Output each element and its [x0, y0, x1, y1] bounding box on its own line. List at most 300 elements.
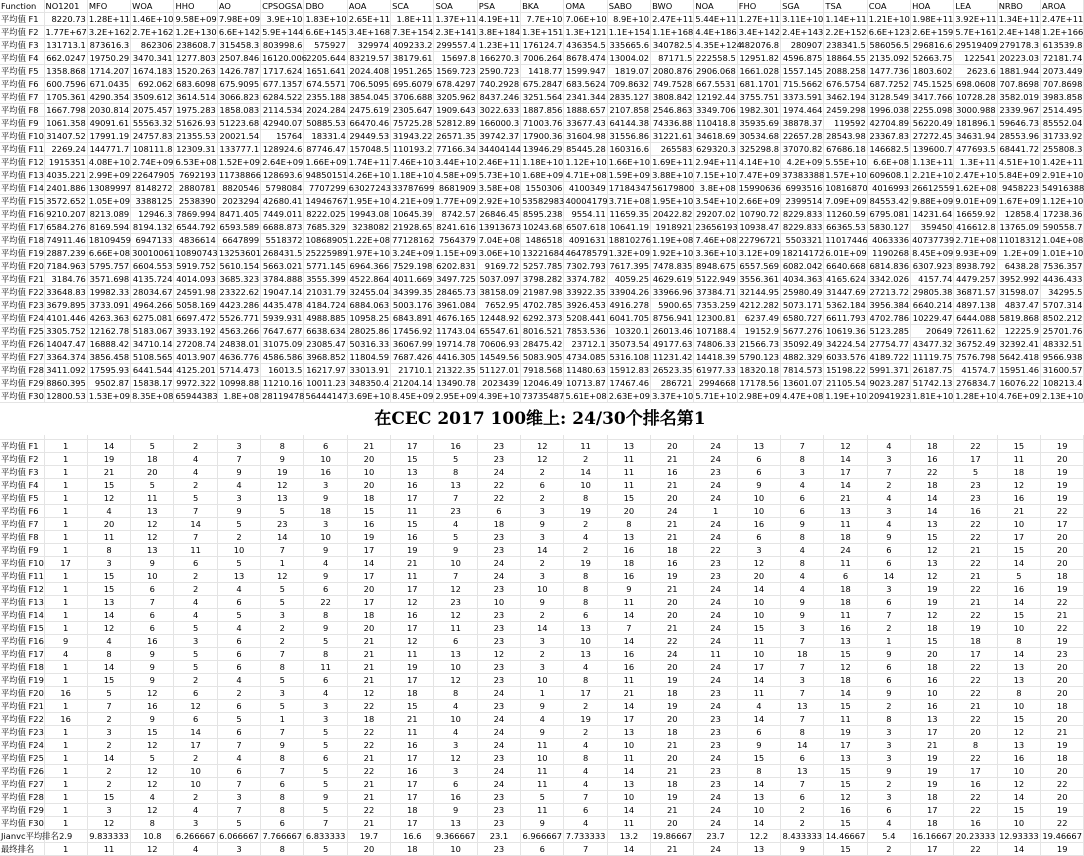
rank-cell[interactable]: 20 — [1041, 791, 1084, 804]
rank-cell[interactable]: 17 — [347, 544, 390, 557]
rank-cell[interactable]: 22 — [1041, 505, 1084, 518]
value-cell[interactable]: 1717.624 — [261, 65, 304, 78]
rank-cell[interactable]: 3 — [521, 635, 564, 648]
rank-cell[interactable]: 22 — [954, 843, 997, 856]
value-cell[interactable]: 6.01E+09 — [825, 248, 867, 258]
rank-cell[interactable]: 22 — [954, 518, 997, 531]
rank-cell[interactable]: 24 — [694, 518, 737, 531]
rank-cell[interactable]: 16 — [44, 687, 87, 700]
value-cell[interactable]: 18320.18 — [737, 364, 780, 377]
value-cell[interactable]: 19943.08 — [347, 208, 390, 221]
value-cell[interactable]: 7652.95 — [477, 299, 520, 312]
value-cell[interactable]: 1918921 — [651, 221, 694, 234]
rank-cell[interactable]: 14 — [737, 713, 780, 726]
rank-cell[interactable]: 7 — [217, 739, 260, 752]
value-cell[interactable]: 23367.83 — [867, 130, 910, 143]
value-cell[interactable]: 4596.875 — [781, 52, 824, 65]
value-cell[interactable]: 6647899 — [217, 234, 260, 247]
row-label[interactable]: 平均值 F28 — [1, 792, 44, 802]
value-cell[interactable]: 3205.962 — [434, 91, 477, 104]
value-cell[interactable]: 3679.895 — [44, 299, 87, 312]
rank-cell[interactable]: 23 — [477, 440, 520, 453]
value-cell[interactable]: 5795.757 — [87, 260, 130, 273]
value-cell[interactable]: 7.06E+10 — [565, 14, 607, 24]
value-cell[interactable]: 20223.03 — [997, 52, 1040, 65]
rank-cell[interactable]: 14 — [737, 817, 780, 830]
value-cell[interactable]: 6.6E+145 — [305, 27, 347, 37]
value-cell[interactable]: 1.62E+08 — [955, 183, 997, 193]
rank-cell[interactable]: 8 — [87, 544, 130, 557]
rank-cell[interactable]: 4 — [217, 752, 260, 765]
value-cell[interactable]: 2.4E+143 — [782, 27, 824, 37]
value-cell[interactable]: 2075.457 — [131, 104, 174, 117]
rank-cell[interactable]: 4 — [44, 648, 87, 661]
rank-cell[interactable]: 16 — [391, 765, 434, 778]
rank-cell[interactable]: 20 — [911, 648, 954, 661]
rank-cell[interactable]: 18 — [347, 492, 390, 505]
rank-cell[interactable]: 8 — [564, 596, 607, 609]
header-algorithm[interactable]: SGA — [781, 0, 824, 13]
rank-cell[interactable]: 6.066667 — [219, 831, 259, 841]
rank-cell[interactable]: 10 — [521, 752, 564, 765]
value-cell[interactable]: 1.13E+11 — [912, 157, 954, 167]
value-cell[interactable]: 1.12E+10 — [1042, 196, 1084, 206]
rank-cell[interactable]: 11 — [824, 609, 867, 622]
rank-cell[interactable]: 13 — [911, 713, 954, 726]
value-cell[interactable]: 26013.46 — [651, 325, 694, 338]
rank-cell[interactable]: 12 — [261, 570, 304, 583]
value-cell[interactable]: 5677.276 — [781, 325, 824, 338]
value-cell[interactable]: 7.7E+10 — [521, 13, 564, 26]
rank-cell[interactable]: 22 — [347, 726, 390, 739]
value-cell[interactable]: 21204.14 — [391, 377, 434, 390]
rank-cell[interactable]: 15 — [391, 453, 434, 466]
rank-cell[interactable]: 9.366667 — [435, 831, 476, 841]
value-cell[interactable]: 11231.42 — [651, 351, 694, 364]
value-cell[interactable]: 8229.833 — [781, 221, 824, 234]
value-cell[interactable]: 5.9E+144 — [262, 27, 304, 37]
rank-cell[interactable]: 2 — [867, 700, 910, 713]
value-cell[interactable]: 7.3E+154 — [392, 27, 434, 37]
value-cell[interactable]: 3374.782 — [564, 273, 607, 286]
value-cell[interactable]: 49091.61 — [87, 117, 130, 130]
rank-cell[interactable]: 4 — [174, 596, 217, 609]
row-label[interactable]: 平均值 F4 — [0, 479, 44, 492]
value-cell[interactable]: 8.9E+10 — [607, 13, 650, 26]
value-cell[interactable]: 4.76E+09 — [998, 391, 1040, 401]
value-cell[interactable]: 6640.214 — [911, 299, 954, 312]
value-cell[interactable]: 22657.28 — [781, 130, 824, 143]
row-label[interactable]: 平均值 F11 — [1, 144, 44, 154]
rank-cell[interactable]: 9 — [521, 700, 564, 713]
rank-cell[interactable]: 18 — [391, 843, 434, 856]
rank-cell[interactable]: 23 — [477, 622, 520, 635]
rank-cell[interactable]: 13 — [824, 635, 867, 648]
rank-cell[interactable]: 3 — [261, 609, 304, 622]
row-label[interactable]: 平均值 F16 — [1, 636, 44, 646]
header-algorithm[interactable]: NRBO — [997, 0, 1040, 13]
rank-cell[interactable]: 14 — [997, 791, 1040, 804]
rank-cell[interactable]: 5 — [261, 700, 304, 713]
value-cell[interactable]: 4157.74 — [911, 273, 954, 286]
value-cell[interactable]: 8756.941 — [651, 312, 694, 325]
rank-cell[interactable]: 22 — [477, 479, 520, 492]
row-label[interactable]: 平均值 F9 — [0, 117, 44, 130]
rank-cell[interactable]: 10 — [521, 583, 564, 596]
value-cell[interactable]: 4.58E+09 — [435, 170, 477, 180]
value-cell[interactable]: 7707299 — [304, 182, 347, 195]
value-cell[interactable]: 2.98E+09 — [738, 391, 780, 401]
rank-cell[interactable]: 4 — [87, 635, 130, 648]
rank-cell[interactable]: 6 — [131, 583, 174, 596]
value-cell[interactable]: 6.66E+08 — [88, 248, 131, 258]
value-cell[interactable]: 1.12E+10 — [565, 157, 607, 167]
value-cell[interactable]: 2.47E+10 — [955, 170, 997, 180]
value-cell[interactable]: 740.2928 — [477, 78, 520, 91]
value-cell[interactable]: 7449.011 — [261, 208, 304, 221]
value-cell[interactable]: 7302.793 — [564, 260, 607, 273]
rank-cell[interactable]: 8 — [304, 648, 347, 661]
rank-cell[interactable]: 11 — [131, 492, 174, 505]
value-cell[interactable]: 12448.92 — [477, 312, 520, 325]
value-cell[interactable]: 3000.988 — [954, 104, 997, 117]
value-cell[interactable]: 12300.81 — [694, 312, 737, 325]
header-algorithm[interactable]: FHO — [737, 0, 780, 13]
row-label[interactable]: 平均值 F18 — [1, 235, 44, 245]
rank-cell[interactable]: 17 — [391, 674, 434, 687]
value-cell[interactable]: 17178.56 — [737, 377, 780, 390]
value-cell[interactable]: 1819.07 — [607, 65, 650, 78]
row-label[interactable]: 平均值 F26 — [1, 766, 44, 776]
value-cell[interactable]: 17238.36 — [1041, 208, 1084, 221]
value-cell[interactable]: 74336.88 — [651, 117, 694, 130]
value-cell[interactable]: 38158.09 — [477, 286, 520, 299]
rank-cell[interactable]: 24 — [694, 635, 737, 648]
value-cell[interactable]: 30534.68 — [737, 130, 780, 143]
rank-cell[interactable]: 8 — [781, 557, 824, 570]
rank-cell[interactable]: 2 — [867, 622, 910, 635]
rank-cell[interactable]: 14 — [607, 635, 650, 648]
rank-cell[interactable]: 1 — [867, 635, 910, 648]
rank-cell[interactable]: 6 — [781, 492, 824, 505]
rank-cell[interactable]: 6 — [217, 648, 260, 661]
rank-cell[interactable]: 12 — [131, 518, 174, 531]
rank-cell[interactable]: 13.2 — [607, 830, 650, 843]
value-cell[interactable]: 23085.47 — [304, 338, 347, 351]
rank-cell[interactable]: 17 — [391, 622, 434, 635]
rank-cell[interactable]: 4 — [217, 479, 260, 492]
rank-cell[interactable]: 1 — [261, 713, 304, 726]
value-cell[interactable]: 68441.72 — [997, 143, 1040, 156]
value-cell[interactable]: 34710.14 — [131, 338, 174, 351]
value-cell[interactable]: 2205.644 — [304, 52, 347, 65]
value-cell[interactable]: 94850151 — [305, 170, 348, 180]
rank-cell[interactable]: 18 — [911, 661, 954, 674]
rank-cell[interactable]: 12.2 — [737, 830, 780, 843]
value-cell[interactable]: 67686.18 — [824, 143, 867, 156]
rank-cell[interactable]: 16 — [651, 557, 694, 570]
value-cell[interactable]: 24757.83 — [131, 130, 174, 143]
rank-cell[interactable]: 24 — [694, 674, 737, 687]
rank-cell[interactable]: 3 — [304, 700, 347, 713]
rank-cell[interactable]: 12 — [824, 791, 867, 804]
rank-cell[interactable]: 10.8 — [131, 830, 174, 843]
rank-cell[interactable]: 5 — [174, 648, 217, 661]
rank-cell[interactable]: 8 — [564, 674, 607, 687]
rank-cell[interactable]: 17 — [824, 739, 867, 752]
value-cell[interactable]: 4184.724 — [304, 299, 347, 312]
value-cell[interactable]: 133777.1 — [217, 143, 260, 156]
value-cell[interactable]: 873616.3 — [87, 39, 130, 52]
value-cell[interactable]: 1888.657 — [564, 104, 607, 117]
rank-cell[interactable]: 22 — [954, 687, 997, 700]
rank-cell[interactable]: 14 — [521, 544, 564, 557]
rank-cell[interactable]: 4 — [131, 791, 174, 804]
rank-cell[interactable]: 12 — [911, 570, 954, 583]
value-cell[interactable]: 40737739 — [912, 235, 955, 245]
rank-cell[interactable]: 24 — [694, 622, 737, 635]
rank-cell[interactable]: 24 — [477, 570, 520, 583]
value-cell[interactable]: 4563.266 — [217, 325, 260, 338]
rank-cell[interactable]: 17 — [174, 739, 217, 752]
rank-cell[interactable]: 16 — [824, 804, 867, 817]
rank-cell[interactable]: 21 — [954, 570, 997, 583]
value-cell[interactable]: 21105.54 — [824, 377, 867, 390]
value-cell[interactable]: 4125.201 — [174, 364, 217, 377]
rank-cell[interactable]: 12 — [997, 479, 1040, 492]
value-cell[interactable]: 2.13E+10 — [1042, 391, 1084, 401]
value-cell[interactable]: 2107.858 — [607, 104, 650, 117]
row-label[interactable]: 平均值 F27 — [1, 779, 44, 789]
value-cell[interactable]: 35935.69 — [737, 117, 780, 130]
value-cell[interactable]: 11260.59 — [824, 208, 867, 221]
value-cell[interactable]: 6544.792 — [174, 221, 217, 234]
value-cell[interactable]: 85445.28 — [564, 143, 607, 156]
rank-cell[interactable]: 16.6 — [391, 830, 434, 843]
value-cell[interactable]: 42940.07 — [261, 117, 304, 130]
rank-cell[interactable]: 1 — [44, 765, 87, 778]
rank-cell[interactable]: 4 — [174, 804, 217, 817]
rank-cell[interactable]: 1 — [44, 609, 87, 622]
rank-cell[interactable]: 18 — [824, 596, 867, 609]
rank-cell[interactable]: 9 — [521, 817, 564, 830]
value-cell[interactable]: 1.67E+09 — [998, 196, 1040, 206]
rank-cell[interactable]: 5 — [954, 466, 997, 479]
rank-cell[interactable]: 3 — [217, 791, 260, 804]
rank-cell[interactable]: 16 — [911, 700, 954, 713]
rank-cell[interactable]: 18 — [131, 453, 174, 466]
rank-cell[interactable]: 22 — [347, 804, 390, 817]
value-cell[interactable]: 6.53E+08 — [175, 157, 217, 167]
rank-cell[interactable]: 11 — [521, 765, 564, 778]
row-label[interactable]: 平均值 F14 — [1, 610, 44, 620]
value-cell[interactable]: 28465.73 — [434, 286, 477, 299]
value-cell[interactable]: 21322.35 — [434, 364, 477, 377]
rank-cell[interactable]: 5 — [174, 622, 217, 635]
value-cell[interactable]: 4837.47 — [997, 299, 1040, 312]
value-cell[interactable]: 75725.28 — [391, 117, 434, 130]
value-cell[interactable]: 33648.83 — [44, 286, 87, 299]
value-cell[interactable]: 4013.907 — [174, 351, 217, 364]
rank-cell[interactable]: 14 — [824, 453, 867, 466]
value-cell[interactable]: 1557.145 — [781, 65, 824, 78]
value-cell[interactable]: 6307.923 — [911, 260, 954, 273]
header-algorithm[interactable]: SCA — [391, 0, 434, 13]
value-cell[interactable]: 3.37E+10 — [652, 391, 694, 401]
value-cell[interactable]: 1.01E+10 — [1042, 248, 1084, 258]
value-cell[interactable]: 5790.123 — [737, 351, 780, 364]
rank-cell[interactable]: 4 — [781, 583, 824, 596]
rank-cell[interactable]: 24 — [477, 687, 520, 700]
value-cell[interactable]: 2024.284 — [304, 104, 347, 117]
value-cell[interactable]: 32392.41 — [997, 338, 1040, 351]
value-cell[interactable]: 2.3E+141 — [435, 27, 477, 37]
rank-cell[interactable]: 22 — [694, 544, 737, 557]
rank-cell[interactable]: 9 — [737, 479, 780, 492]
value-cell[interactable]: 33013.91 — [347, 364, 390, 377]
value-cell[interactable]: 21710.1 — [391, 364, 434, 377]
rank-cell[interactable]: 8.433333 — [782, 831, 823, 841]
rank-cell[interactable]: 17 — [347, 596, 390, 609]
value-cell[interactable]: 5.61E+08 — [565, 391, 607, 401]
value-cell[interactable]: 144771.7 — [87, 143, 130, 156]
value-cell[interactable]: 1.42E+11 — [1042, 157, 1084, 167]
rank-cell[interactable]: 1 — [44, 661, 87, 674]
rank-cell[interactable]: 22 — [954, 804, 997, 817]
value-cell[interactable]: 35092.49 — [781, 338, 824, 351]
value-cell[interactable]: 40004179 — [565, 196, 608, 206]
value-cell[interactable]: 64144.38 — [607, 117, 650, 130]
value-cell[interactable]: 25980.49 — [781, 286, 824, 299]
row-label[interactable]: 平均值 F7 — [0, 91, 44, 104]
rank-cell[interactable]: 6 — [304, 583, 347, 596]
value-cell[interactable]: 5518372 — [261, 234, 304, 247]
value-cell[interactable]: 6947133 — [131, 234, 174, 247]
header-algorithm[interactable]: BKA — [521, 0, 564, 13]
value-cell[interactable]: 5257.785 — [521, 260, 564, 273]
rank-cell[interactable]: 24 — [694, 817, 737, 830]
rank-cell[interactable]: 2 — [174, 440, 217, 453]
rank-cell[interactable]: 4 — [564, 817, 607, 830]
rank-cell[interactable]: 23 — [694, 739, 737, 752]
rank-cell[interactable]: 18 — [477, 518, 520, 531]
rank-cell[interactable]: 20 — [954, 726, 997, 739]
rank-cell[interactable]: 21 — [954, 544, 997, 557]
rank-cell[interactable]: 3 — [521, 570, 564, 583]
value-cell[interactable]: 48332.51 — [1041, 338, 1084, 351]
value-cell[interactable]: 436354.5 — [564, 39, 607, 52]
rank-cell[interactable]: 1 — [44, 674, 87, 687]
value-cell[interactable]: 34224.54 — [824, 338, 867, 351]
value-cell[interactable]: 10619.36 — [824, 325, 867, 338]
rank-cell[interactable]: 6 — [867, 596, 910, 609]
value-cell[interactable]: 2546.863 — [651, 104, 694, 117]
value-cell[interactable]: 1.22E+08 — [348, 235, 391, 245]
header-algorithm[interactable]: CPSOGSA — [262, 1, 303, 11]
rank-cell[interactable]: 7 — [261, 544, 304, 557]
value-cell[interactable]: 51127.01 — [477, 364, 520, 377]
value-cell[interactable]: 677.1357 — [261, 78, 304, 91]
rank-cell[interactable]: 21 — [347, 791, 390, 804]
value-cell[interactable]: 14946767 — [305, 196, 348, 206]
value-cell[interactable]: 15912.83 — [607, 364, 650, 377]
value-cell[interactable]: 745.1525 — [911, 78, 954, 91]
value-cell[interactable]: 5714.473 — [217, 364, 260, 377]
value-cell[interactable]: 21031.79 — [304, 286, 347, 299]
rank-cell[interactable]: 19 — [347, 531, 390, 544]
rank-cell[interactable]: 20 — [737, 570, 780, 583]
value-cell[interactable]: 29207.02 — [694, 208, 737, 221]
value-cell[interactable]: 26187.75 — [911, 364, 954, 377]
rank-cell[interactable]: 15 — [391, 700, 434, 713]
value-cell[interactable]: 3349.706 — [694, 104, 737, 117]
rank-cell[interactable]: 19 — [1041, 466, 1084, 479]
value-cell[interactable]: 1.18E+10 — [522, 157, 564, 167]
value-cell[interactable]: 3388125 — [131, 195, 174, 208]
rank-cell[interactable]: 10 — [347, 466, 390, 479]
rank-cell[interactable]: 13 — [391, 466, 434, 479]
value-cell[interactable]: 1.37E+11 — [435, 14, 477, 24]
rank-cell[interactable]: 4 — [564, 739, 607, 752]
value-cell[interactable]: 2.7E+162 — [132, 27, 174, 37]
value-cell[interactable]: 8213.089 — [87, 208, 130, 221]
value-cell[interactable]: 359450 — [911, 221, 954, 234]
value-cell[interactable]: 1.2E+166 — [1042, 27, 1084, 37]
value-cell[interactable]: 3808.842 — [651, 91, 694, 104]
rank-cell[interactable]: 10 — [911, 687, 954, 700]
row-label[interactable]: 平均值 F15 — [1, 623, 44, 633]
value-cell[interactable]: 5.73E+10 — [478, 170, 521, 180]
value-cell[interactable]: 5900.65 — [651, 299, 694, 312]
value-cell[interactable]: 2.74E+09 — [132, 157, 174, 167]
value-cell[interactable]: 18331.4 — [304, 130, 347, 143]
value-cell[interactable]: 8241.616 — [434, 221, 477, 234]
rank-cell[interactable]: 6 — [867, 544, 910, 557]
rank-cell[interactable]: 9 — [261, 453, 304, 466]
value-cell[interactable]: 707.8698 — [1041, 78, 1084, 91]
value-cell[interactable]: 9502.87 — [87, 377, 130, 390]
value-cell[interactable]: 279178.3 — [997, 39, 1040, 52]
value-cell[interactable]: 3497.725 — [434, 273, 477, 286]
value-cell[interactable]: 315458.3 — [217, 39, 260, 52]
rank-cell[interactable]: 14 — [824, 687, 867, 700]
value-cell[interactable]: 2399514 — [781, 195, 824, 208]
value-cell[interactable]: 5919.752 — [174, 260, 217, 273]
rank-cell[interactable]: 17 — [391, 817, 434, 830]
row-label[interactable]: 平均值 F19 — [1, 248, 44, 258]
row-label[interactable]: 平均值 F26 — [1, 339, 44, 349]
value-cell[interactable]: 1982.301 — [737, 104, 780, 117]
value-cell[interactable]: 10816870 — [825, 183, 868, 193]
value-cell[interactable]: 7006.264 — [521, 52, 564, 65]
value-cell[interactable]: 8742.57 — [434, 208, 477, 221]
rank-cell[interactable]: 8 — [564, 570, 607, 583]
value-cell[interactable]: 28475.42 — [521, 338, 564, 351]
value-cell[interactable]: 20649 — [911, 325, 954, 338]
rank-cell[interactable]: 12 — [521, 440, 564, 453]
value-cell[interactable]: 10868905 — [305, 235, 348, 245]
rank-cell[interactable]: 9 — [44, 635, 87, 648]
rank-cell[interactable]: 20 — [1041, 765, 1084, 778]
value-cell[interactable]: 11738866 — [218, 170, 262, 180]
rank-cell[interactable]: 22 — [954, 557, 997, 570]
value-cell[interactable]: 1.66E+09 — [305, 157, 347, 167]
rank-cell[interactable]: 10 — [434, 661, 477, 674]
value-cell[interactable]: 5503321 — [781, 234, 824, 247]
value-cell[interactable]: 7.46E+10 — [392, 157, 434, 167]
value-cell[interactable]: 4189.722 — [867, 351, 910, 364]
value-cell[interactable]: 65944383 — [175, 391, 218, 401]
